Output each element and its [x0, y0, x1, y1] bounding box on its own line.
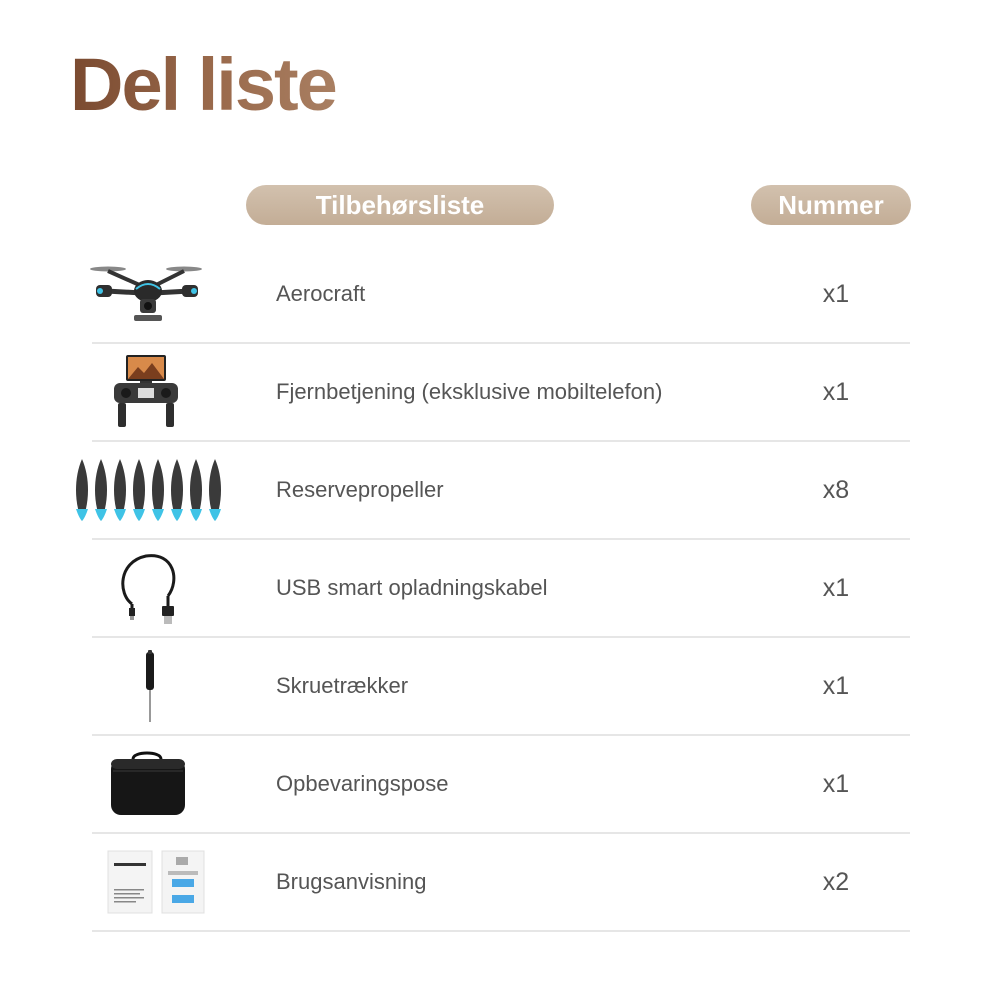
item-label: Opbevaringspose [276, 771, 449, 796]
list-item [0, 246, 1000, 344]
item-label: Brugsanvisning [276, 869, 427, 894]
drone-icon [84, 246, 212, 342]
list-item [0, 344, 1000, 442]
item-qty: x1 [822, 279, 850, 308]
usb-cable-icon [112, 540, 184, 636]
list-item [0, 736, 1000, 834]
item-qty: x1 [822, 769, 850, 798]
item-qty: x1 [822, 377, 850, 406]
item-label: Fjernbetjening (eksklusive mobiltelefon) [276, 379, 663, 404]
item-qty: x8 [822, 475, 850, 504]
item-label: USB smart opladningskabel [276, 575, 548, 600]
remote-control-icon [104, 344, 188, 440]
item-label: Aerocraft [276, 281, 366, 306]
item-qty: x1 [822, 573, 850, 602]
row-divider [92, 930, 910, 932]
item-label: Skruetrækker [276, 673, 409, 698]
item-label: Reservepropeller [276, 477, 444, 502]
list-item [0, 834, 1000, 932]
storage-bag-icon [104, 736, 192, 832]
list-item [0, 638, 1000, 736]
page-title: Del liste [70, 43, 336, 126]
list-item [0, 540, 1000, 638]
item-qty: x1 [822, 671, 850, 700]
list-item [0, 442, 1000, 540]
column-header-items: Tilbehørsliste [246, 185, 554, 225]
column-header-count: Nummer [751, 185, 911, 225]
screwdriver-icon [136, 638, 164, 734]
item-qty: x2 [822, 867, 850, 896]
manual-icon [104, 834, 208, 930]
propellers-icon [70, 442, 226, 538]
